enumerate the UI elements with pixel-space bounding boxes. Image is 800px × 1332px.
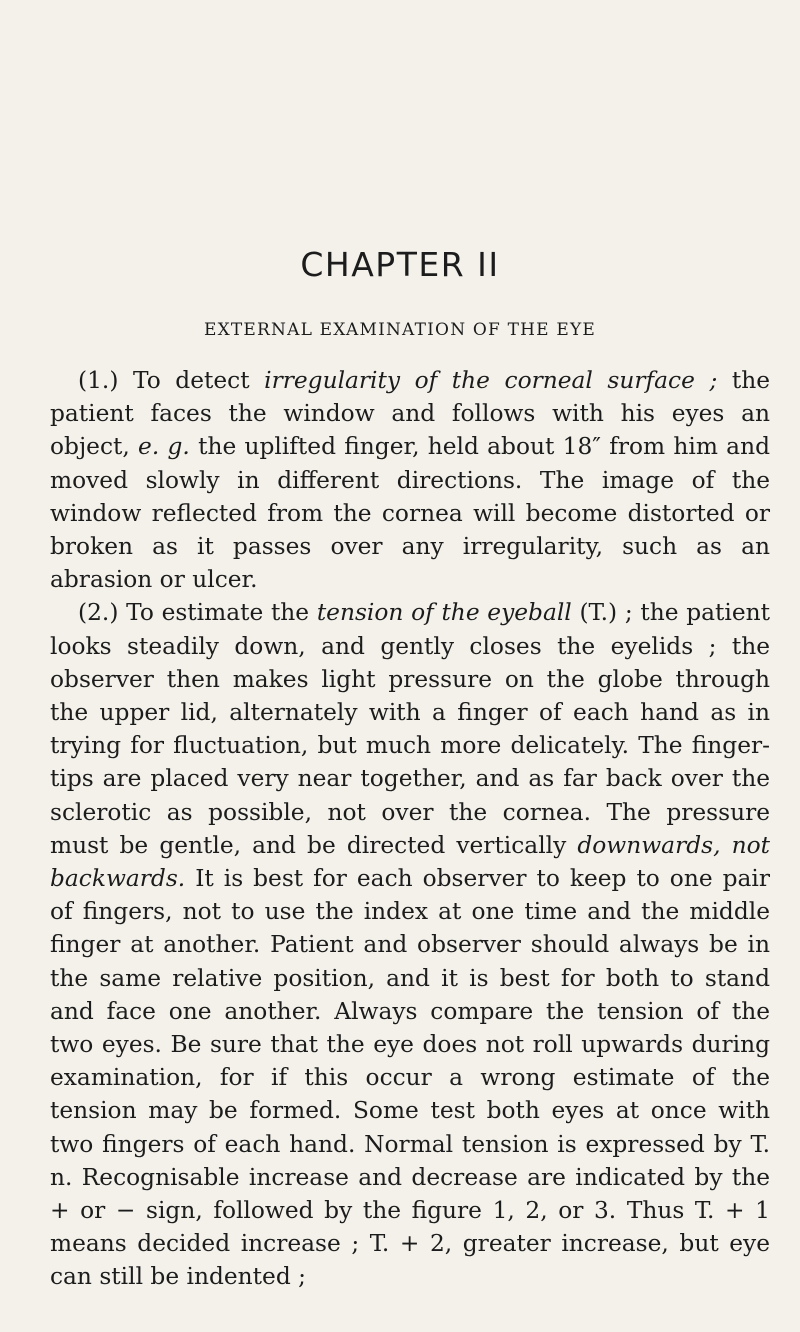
section-title: EXTERNAL EXAMINATION OF THE EYE: [203, 320, 597, 340]
emphasis-text: irregularity of the corneal surface ;: [264, 367, 718, 394]
paragraph-2: [50, 596, 770, 1293]
emphasis-text: downwards, not backwards.: [50, 831, 770, 893]
emphasis-text: e. g.: [138, 433, 190, 461]
paragraph-number: (2.): [78, 599, 119, 627]
emphasis-text: tension of the eyeball: [316, 599, 572, 627]
body-text: [50, 364, 770, 1294]
paragraph-text: the patient faces the window and follows with his eyes an object,: [50, 367, 771, 461]
paragraph-text: It is best for each observer to keep to one pair of fingers, not to use the index at one time and the middle finger at another. Patient and observer should always be in the same relative position, and it is best for both to stand and face one another. Always compare the tension of the two eyes. Be sure that the eye does not roll upwards during examination, for if this occur a wrong estimate of the tension may be formed. Some test both eyes at once with two fingers of each hand. Normal tension is expressed by T. n. Recognisable increase and decrease are indicated by the + or − sign, followed by the figure 1, 2, or 3. Thus T. + 1 means decided increase ; T. + 2, greater increase, but eye can still be indented ;: [50, 865, 770, 1291]
paragraph-text: To estimate the: [126, 599, 317, 627]
chapter-title: CHAPTER II: [300, 245, 500, 284]
paragraph-1: [50, 364, 770, 596]
paragraph-text: To detect: [132, 367, 265, 394]
paragraph-text: the uplifted finger, held about 18″ from him and moved slowly in different directions. The image of the window reflected from the cornea will become distorted or broken as it passes over any irregularity, such as an abrasion or ulcer.: [50, 433, 770, 594]
paragraph-text: (T.) ; the patient looks steadily down, and gently closes the eyelids ; the observer then makes light pressure on the globe through the upper lid, alternately with a finger of each hand as in trying for fluctuation, but much more delicately. The finger-tips are placed very near together, and as far back over the sclerotic as possible, not over the cornea. The pressure must be gentle, and be directed vertically: [50, 599, 771, 859]
paragraph-number: (1.): [78, 367, 119, 394]
